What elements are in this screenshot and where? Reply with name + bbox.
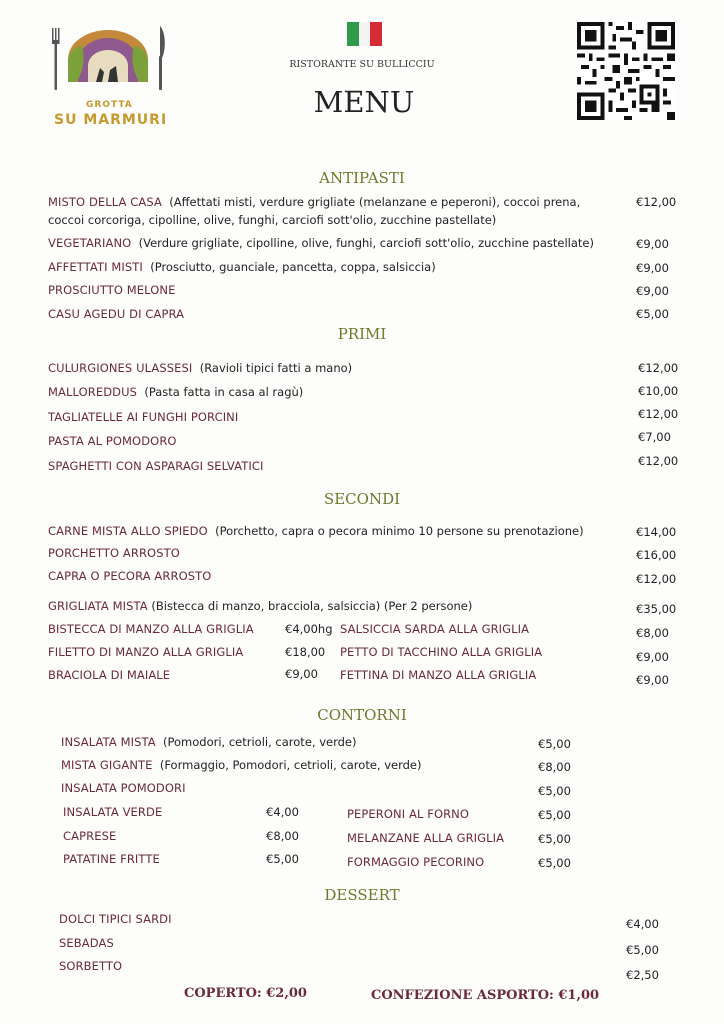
menu-item (61, 735, 356, 749)
item-name: SPAGHETTI CON ASPARAGI SELVATICI (48, 459, 264, 473)
item-price: €5,00 (266, 852, 299, 866)
grid-item (63, 829, 116, 843)
grid-item (48, 622, 254, 636)
item-name: FORMAGGIO PECORINO (347, 855, 485, 869)
grid-item (340, 668, 536, 682)
coperto-label: COPERTO: €2,00 (184, 986, 307, 1001)
grid-item (340, 622, 529, 636)
item-price: €4,00hg (285, 622, 333, 636)
item-name: INSALATA POMODORI (61, 781, 186, 795)
item-name: GRIGLIATA MISTA (48, 599, 148, 613)
item-price: €5,00 (538, 784, 571, 798)
item-name: MISTA GIGANTE (61, 758, 153, 772)
menu-item (48, 599, 472, 613)
grid-item (347, 855, 484, 869)
item-name: PEPERONI AL FORNO (347, 807, 470, 821)
section-secondi: SECONDI (323, 490, 401, 508)
menu-item (48, 195, 580, 209)
grid-item (63, 852, 160, 866)
menu-item (48, 236, 594, 250)
item-desc-line2: coccoi corcoriga, cipolline, olive, funghi, carciofi sott'olio, zucchine pastellate) (48, 213, 497, 227)
item-name: PATATINE FRITTE (63, 852, 160, 866)
item-name: SORBETTO (59, 959, 123, 973)
item-name: FILETTO DI MANZO ALLA GRIGLIA (48, 645, 244, 659)
item-price: €9,00 (636, 650, 669, 664)
item-name: CULURGIONES ULASSESI (48, 361, 193, 375)
menu-item (48, 361, 352, 375)
item-desc: (Porchetto, capra o pecora minimo 10 persone su prenotazione) (215, 524, 584, 538)
item-desc: (Pasta fatta in casa al ragù) (144, 385, 304, 399)
item-name: CAPRA O PECORA ARROSTO (48, 569, 212, 583)
item-price: €9,00 (636, 673, 669, 687)
item-price: €5,00 (538, 832, 571, 846)
logo-line2: SU MARMURI (54, 112, 168, 128)
menu-item (48, 260, 436, 274)
item-name: PORCHETTO ARROSTO (48, 546, 180, 560)
menu-item (48, 410, 238, 424)
item-price: €2,50 (626, 968, 659, 982)
item-name: INSALATA VERDE (63, 805, 163, 819)
item-name: VEGETARIANO (48, 236, 132, 250)
item-desc: (Verdure grigliate, cipolline, olive, funghi, carciofi sott'olio, zucchine pastellate) (138, 236, 594, 250)
item-name: MELANZANE ALLA GRIGLIA (347, 831, 505, 845)
section-primi: PRIMI (337, 325, 387, 343)
item-name: CARNE MISTA ALLO SPIEDO (48, 524, 208, 538)
item-name: SEBADAS (59, 936, 114, 950)
item-price: €10,00 (638, 384, 679, 398)
menu-item (48, 459, 263, 473)
item-name: TAGLIATELLE AI FUNGHI PORCINI (48, 410, 239, 424)
item-price: €12,00 (636, 195, 677, 209)
restaurant-name: RISTORANTE SU BULLICCIU (289, 59, 435, 70)
item-price: €5,00 (538, 808, 571, 822)
item-price: €12,00 (638, 407, 679, 421)
item-price: €7,00 (638, 430, 671, 444)
grid-item (48, 668, 170, 682)
page-title: MENU (313, 85, 415, 119)
item-name: MALLOREDDUS (48, 385, 138, 399)
item-name: BISTECCA DI MANZO ALLA GRIGLIA (48, 622, 254, 636)
item-desc: (Pomodori, cetrioli, carote, verde) (163, 735, 357, 749)
grid-item (63, 805, 162, 819)
menu-item (48, 434, 177, 448)
qr-code[interactable] (577, 22, 675, 120)
item-name: PETTO DI TACCHINO ALLA GRIGLIA (340, 645, 543, 659)
item-price: €35,00 (636, 602, 677, 616)
section-dessert: DESSERT (324, 886, 400, 904)
item-price: €9,00 (285, 667, 318, 681)
item-price: €8,00 (538, 760, 571, 774)
item-price: €12,00 (638, 361, 679, 375)
menu-item (61, 758, 421, 772)
menu-item (48, 524, 584, 538)
item-price: €16,00 (636, 548, 677, 562)
section-contorni: CONTORNI (317, 706, 407, 724)
item-price: €5,00 (538, 856, 571, 870)
item-name: INSALATA MISTA (61, 735, 156, 749)
menu-item (59, 959, 122, 973)
item-price: €5,00 (538, 737, 571, 751)
item-desc: (Affettati misti, verdure grigliate (melanzane e peperoni), coccoi prena, (169, 195, 581, 209)
item-name: SALSICCIA SARDA ALLA GRIGLIA (340, 622, 530, 636)
menu-item (48, 569, 211, 583)
asporto-label: CONFEZIONE ASPORTO: €1,00 (371, 988, 600, 1003)
item-name: AFFETTATI MISTI (48, 260, 143, 274)
item-price: €9,00 (636, 237, 669, 251)
item-name: CASU AGEDU DI CAPRA (48, 307, 185, 321)
menu-item (48, 283, 175, 297)
item-price: €4,00 (626, 917, 659, 931)
logo-line1: GROTTA (86, 100, 133, 110)
item-name: CAPRESE (63, 829, 117, 843)
item-desc: (Ravioli tipici fatti a mano) (199, 361, 353, 375)
item-price: €8,00 (266, 829, 299, 843)
menu-item (59, 912, 172, 926)
item-name: PASTA AL POMODORO (48, 434, 177, 448)
item-desc: (Prosciutto, guanciale, pancetta, coppa, salsiccia) (150, 260, 436, 274)
item-name: MISTO DELLA CASA (48, 195, 162, 209)
item-price: €18,00 (285, 645, 326, 659)
grid-item (340, 645, 542, 659)
grid-item (48, 645, 243, 659)
menu-item (61, 781, 186, 795)
item-name: DOLCI TIPICI SARDI (59, 912, 172, 926)
item-price: €12,00 (638, 454, 679, 468)
item-price: €5,00 (636, 307, 669, 321)
item-price: €5,00 (626, 943, 659, 957)
item-desc: (Bistecca di manzo, bracciola, salsiccia) (Per 2 persone) (151, 599, 473, 613)
item-name: FETTINA DI MANZO ALLA GRIGLIA (340, 668, 537, 682)
item-price: €4,00 (266, 805, 299, 819)
menu-item (59, 936, 114, 950)
item-price: €12,00 (636, 572, 677, 586)
item-price: €14,00 (636, 525, 677, 539)
menu-item (48, 307, 184, 321)
item-desc: (Formaggio, Pomodori, cetrioli, carote, verde) (159, 758, 422, 772)
item-price: €9,00 (636, 261, 669, 275)
item-name: BRACIOLA DI MAIALE (48, 668, 171, 682)
menu-item (48, 546, 180, 560)
italian-flag-icon (347, 22, 382, 46)
item-name: PROSCIUTTO MELONE (48, 283, 176, 297)
section-antipasti: ANTIPASTI (319, 169, 405, 187)
menu-item (48, 385, 303, 399)
grid-item (347, 831, 504, 845)
item-price: €9,00 (636, 284, 669, 298)
grid-item (347, 807, 469, 821)
item-price: €8,00 (636, 626, 669, 640)
